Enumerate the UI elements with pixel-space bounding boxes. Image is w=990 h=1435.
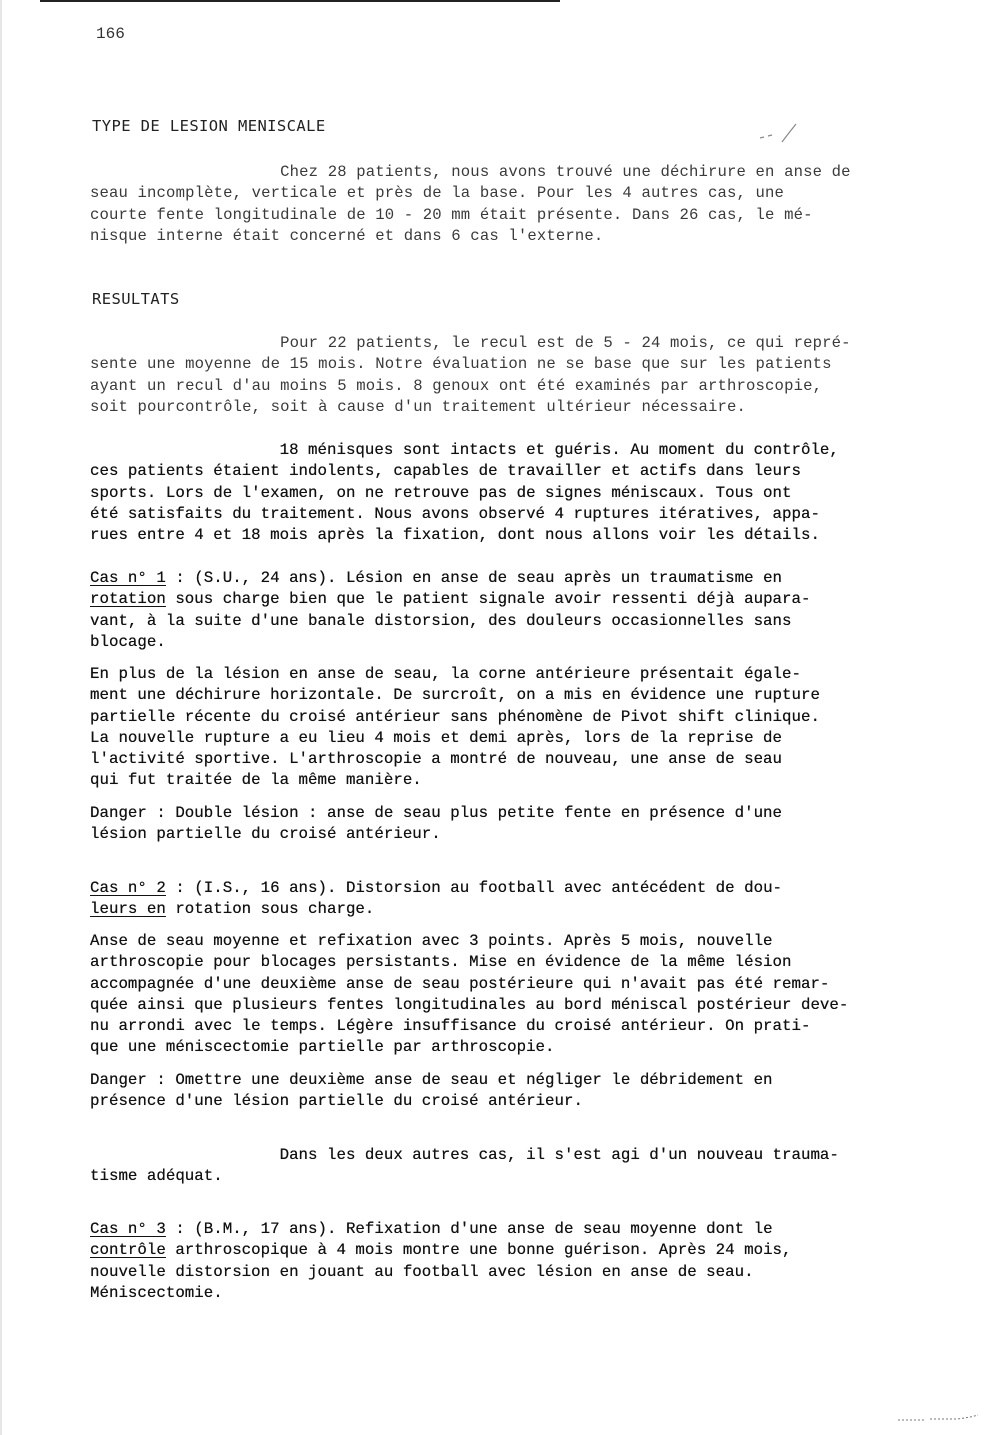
text-line: tisme adéquat. bbox=[90, 1167, 223, 1186]
text-line: sports. Lors de l'examen, on ne retrouve pas de signes méniscaux. Tous ont bbox=[90, 483, 792, 502]
text-fragment: arthroscopique à 4 mois montre une bonne guérison. Après 24 mois, bbox=[165, 1241, 792, 1260]
case-1-label: Cas n° 1 bbox=[90, 569, 166, 587]
lesion-type-paragraph bbox=[90, 162, 940, 247]
text-line: seau incomplète, verticale et près de la base. Pour les 4 autres cas, une bbox=[90, 184, 785, 203]
case-2-intro-rest: : (I.S., 16 ans). Distorsion au football avec antécédent de dou- bbox=[165, 879, 783, 897]
text-line: vant, à la suite d'une banale distorsion, des douleurs occasionnelles sans bbox=[90, 611, 792, 630]
pencil-mark-icon bbox=[758, 122, 798, 146]
text-line: Dans les deux autres cas, il s'est agi d'un nouveau trauma- bbox=[90, 1146, 839, 1164]
case-2-underlined-word: leurs en bbox=[90, 900, 166, 919]
page-number: 166 bbox=[96, 25, 125, 43]
text-fragment: sous charge bien que le patient signale avoir ressenti déjà aupara- bbox=[165, 590, 811, 609]
text-line: nouvelle distorsion en jouant au football avec lésion en anse de seau. bbox=[90, 1262, 754, 1281]
text-line: Méniscectomie. bbox=[90, 1283, 223, 1302]
text-line bbox=[90, 589, 940, 610]
case-1-underlined-word: rotation bbox=[90, 590, 166, 609]
case-3-underlined-word: contrôle bbox=[90, 1241, 166, 1260]
text-line: que une méniscectomie partielle par arthroscopie. bbox=[90, 1038, 555, 1057]
case-1-body bbox=[90, 664, 940, 792]
text-line bbox=[90, 568, 940, 589]
text-line: ces patients étaient indolents, capables de travailler et actifs dans leurs bbox=[90, 462, 801, 481]
text-line: blocage. bbox=[90, 632, 166, 651]
top-rule bbox=[40, 0, 560, 2]
text-line: qui fut traitée de la même manière. bbox=[90, 771, 422, 790]
case-3 bbox=[90, 1219, 940, 1304]
scan-smudge-icon bbox=[896, 1412, 980, 1424]
text-line: soit pourcontrôle, soit à cause d'un traitement ultérieur nécessaire. bbox=[90, 397, 747, 416]
section-heading-results: RESULTATS bbox=[92, 290, 180, 308]
case-2-label: Cas n° 2 bbox=[90, 879, 166, 897]
text-line: En plus de la lésion en anse de seau, la corne antérieure présentait égale- bbox=[90, 665, 801, 683]
text-line: présence d'une lésion partielle du croisé antérieur. bbox=[90, 1092, 583, 1111]
text-line: courte fente longitudinale de 10 - 20 mm était présente. Dans 26 cas, le mé- bbox=[90, 205, 813, 224]
text-line bbox=[90, 899, 940, 920]
text-line: été satisfaits du traitement. Nous avons observé 4 ruptures itératives, appa- bbox=[90, 504, 820, 523]
text-line: Danger : Double lésion : anse de seau plus petite fente en présence d'une bbox=[90, 804, 783, 822]
case-1-intro-rest: : (S.U., 24 ans). Lésion en anse de seau après un traumatisme en bbox=[165, 569, 783, 587]
text-line: Danger : Omettre une deuxième anse de seau et négliger le débridement en bbox=[90, 1071, 773, 1089]
text-line: ayant un recul d'au moins 5 mois. 8 genoux ont été examinés par arthroscopie, bbox=[90, 376, 823, 395]
results-paragraph-2 bbox=[90, 440, 940, 546]
text-line: La nouvelle rupture a eu lieu 4 mois et demi après, lors de la reprise de bbox=[90, 728, 783, 747]
text-line: lésion partielle du croisé antérieur. bbox=[90, 825, 441, 844]
case-3-label: Cas n° 3 bbox=[90, 1220, 166, 1238]
results-paragraph-1 bbox=[90, 333, 940, 418]
text-line: Chez 28 patients, nous avons trouvé une déchirure en anse de bbox=[90, 163, 851, 181]
text-line: l'activité sportive. L'arthroscopie a montré de nouveau, une anse de seau bbox=[90, 750, 783, 769]
text-line bbox=[90, 1219, 940, 1240]
text-line: quée ainsi que plusieurs fentes longitudinales au bord méniscal postérieur deve- bbox=[90, 995, 849, 1014]
case-1-danger bbox=[90, 803, 940, 846]
text-line: nisque interne était concerné et dans 6 cas l'externe. bbox=[90, 226, 604, 245]
page-left-edge bbox=[0, 0, 2, 1435]
case-3-intro-rest: : (B.M., 17 ans). Refixation d'une anse de seau moyenne dont le bbox=[165, 1220, 773, 1238]
other-cases-paragraph bbox=[90, 1145, 940, 1188]
text-line: sente une moyenne de 15 mois. Notre évaluation ne se base que sur les patients bbox=[90, 355, 832, 374]
text-line: arthroscopie pour blocages persistants. Mise en évidence de la même lésion bbox=[90, 953, 792, 972]
text-line: Anse de seau moyenne et refixation avec 3 points. Après 5 mois, nouvelle bbox=[90, 932, 773, 950]
section-heading-lesion-type: TYPE DE LESION MENISCALE bbox=[92, 117, 326, 135]
case-2-intro bbox=[90, 878, 940, 921]
text-line: ment une déchirure horizontale. De surcroît, on a mis en évidence une rupture bbox=[90, 686, 820, 705]
case-1-intro bbox=[90, 568, 940, 653]
text-line: accompagnée d'une deuxième anse de seau postérieure qui n'avait pas été remar- bbox=[90, 974, 830, 993]
text-line bbox=[90, 878, 940, 899]
text-line bbox=[90, 1240, 940, 1261]
case-2-body bbox=[90, 931, 940, 1059]
text-line: rues entre 4 et 18 mois après la fixation, dont nous allons voir les détails. bbox=[90, 526, 820, 545]
text-line: 18 ménisques sont intacts et guéris. Au moment du contrôle, bbox=[90, 441, 839, 459]
text-line: Pour 22 patients, le recul est de 5 - 24 mois, ce qui repré- bbox=[90, 334, 851, 352]
case-2-danger bbox=[90, 1070, 940, 1113]
text-line: partielle récente du croisé antérieur sans phénomène de Pivot shift clinique. bbox=[90, 707, 820, 726]
text-fragment: rotation sous charge. bbox=[165, 900, 375, 919]
text-line: nu arrondi avec le temps. Légère insuffisance du croisé antérieur. On prati- bbox=[90, 1017, 811, 1036]
